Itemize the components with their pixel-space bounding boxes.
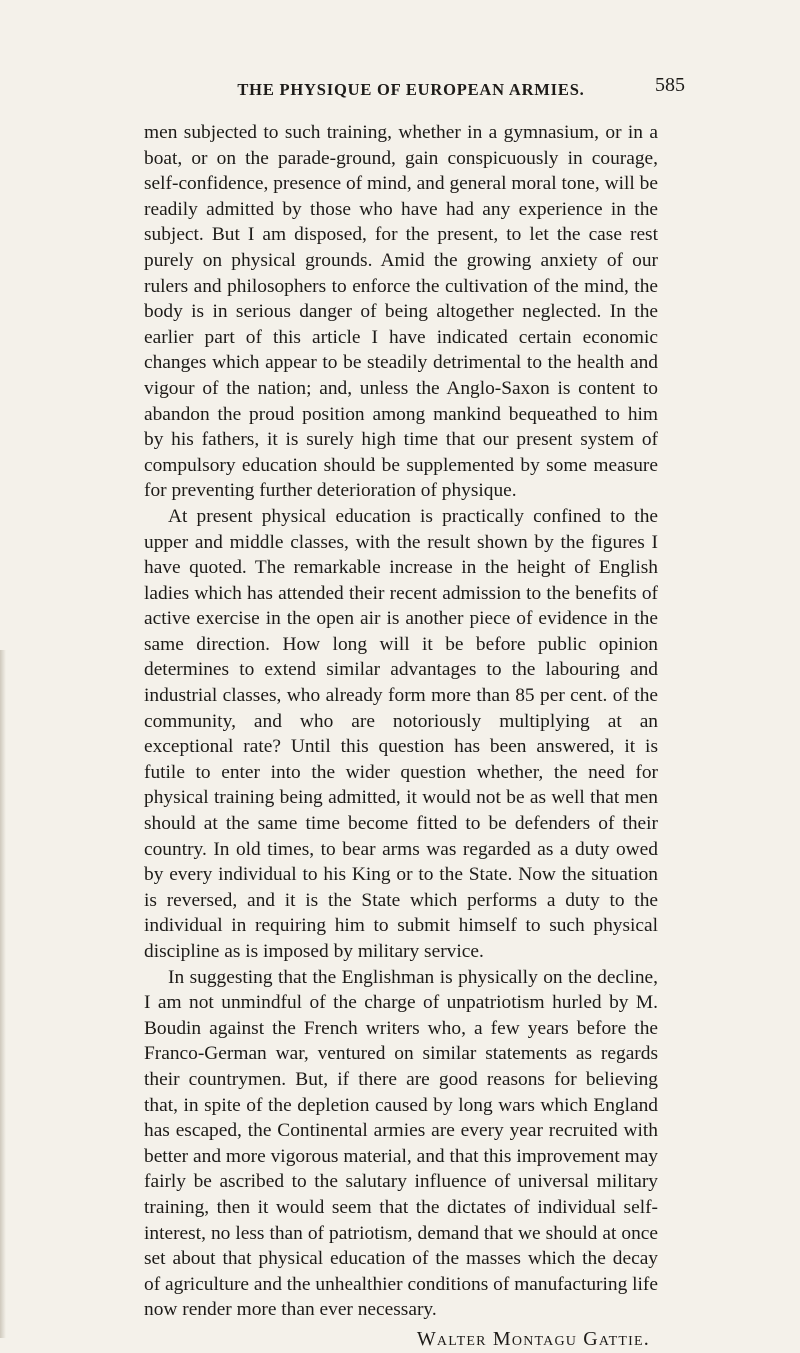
author-signature: Walter Montagu Gattie. bbox=[416, 1327, 650, 1350]
article-body bbox=[144, 120, 658, 1353]
running-title: THE PHYSIQUE OF EUROPEAN ARMIES. bbox=[237, 80, 585, 99]
paragraph-continued: men subjected to such training, whether in a gymnasium, or in a boat, or on the parade-ground, gain conspicuously in courage, self-confidence, presence of mind, and general moral tone, will be readily admitted by those who have had any experience in the subject. But I am disposed, for the present, to let the case rest purely on physical grounds. Amid the growing anxiety of our rulers and philosophers to enforce the cultivation of the mind, the body is in serious danger of being altogether neglected. In the earlier part of this article I have indicated certain economic changes which appear to be steadily detrimental to the health and vigour of the nation; and, unless the Anglo-Saxon is content to abandon the proud position among mankind bequeathed to him by his fathers, it is surely high time that our present system of compulsory education should be supplemented by some measure for preventing further deterioration of physique. bbox=[144, 122, 658, 502]
paragraph: At present physical education is practically confined to the upper and middle classes, with the result shown by the figures I have quoted. The remarkable increase in the height of English ladies which has attended their recent admission to the benefits of active exercise in the open air is another piece of evidence in the same direction. How long will it be before public opinion determines to extend similar advantages to the labouring and industrial classes, who already form more than 85 per cent. of the community, and who are notoriously multiplying at an exceptional rate? Until this question has been answered, it is futile to enter into the wider question whether, the need for physical training being admitted, it would not be as well that men should at the same time become fitted to be defenders of their country. In old times, to bear arms was regarded as a duty owed by every individual to his King or to the State. Now the situation is reversed, and it is the State which performs a duty to the individual in requiring him to submit himself to such physical discipline as is imposed by military service. bbox=[144, 505, 658, 962]
scan-edge-shadow bbox=[0, 650, 6, 1338]
paragraph: In suggesting that the Englishman is physically on the decline, I am not unmindful of the charge of unpatriotism hurled by M. Boudin against the French writers who, a few years before the Franco-German war, ventured on similar statements as regards their countrymen. But, if there are good reasons for believing that, in spite of the depletion caused by long wars which England has escaped, the Continental armies are every year recruited with better and more vigorous material, and that this improvement may fairly be ascribed to the salutary influence of universal military training, then it would seem that the dictates of individual self-interest, no less than of patriotism, demand that we should at once set about that physical education of the masses which the decay of agriculture and the unhealthier conditions of manufacturing life now render more than ever necessary. bbox=[144, 966, 658, 1321]
page-number: 585 bbox=[655, 74, 685, 96]
running-head bbox=[146, 74, 685, 100]
